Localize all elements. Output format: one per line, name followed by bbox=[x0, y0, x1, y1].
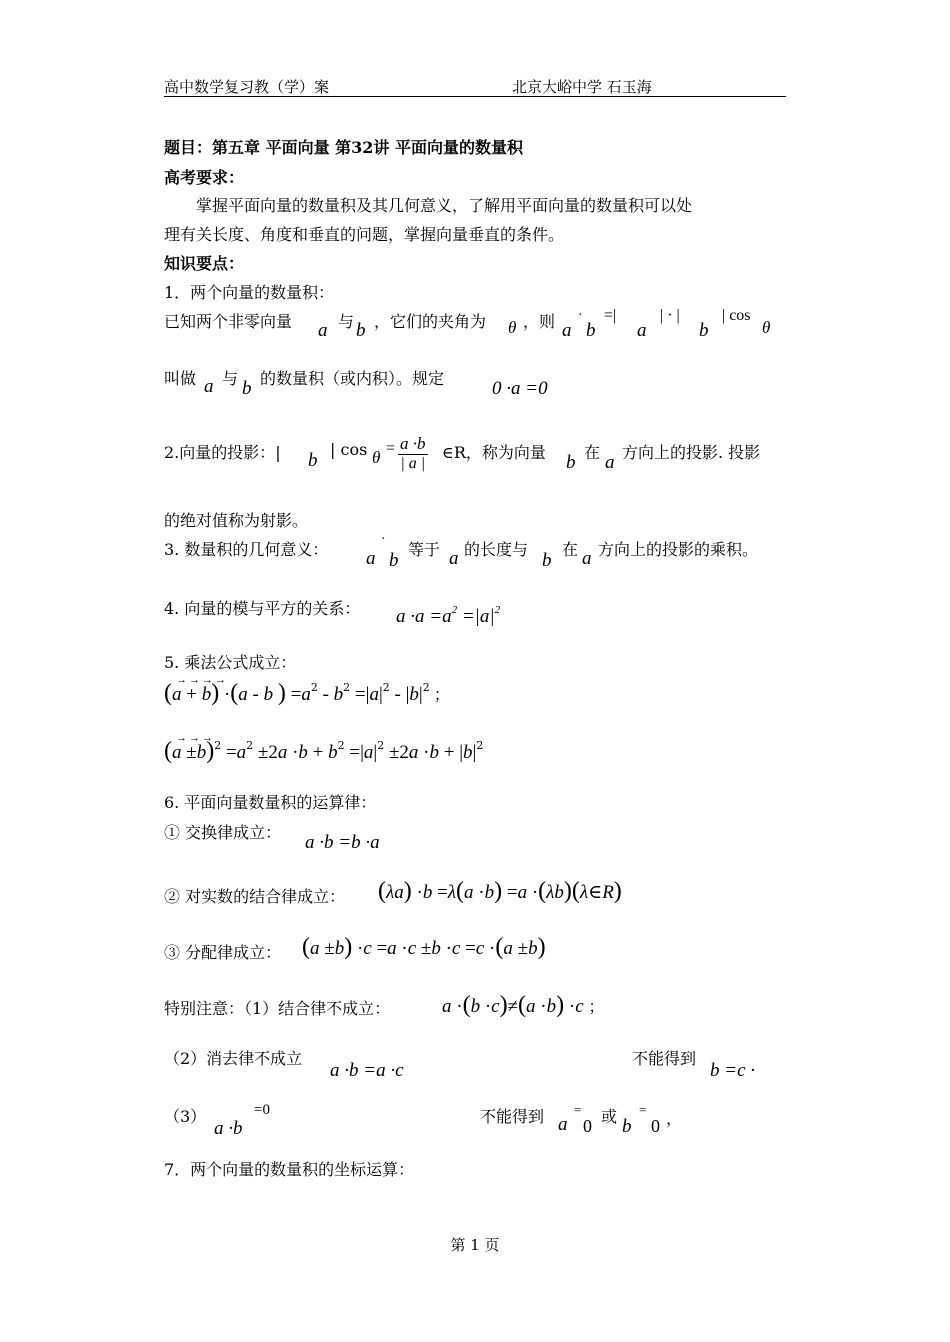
document-page: 高中数学复习教（学）案 北京大峪中学 石玉海 题目：第五章 平面向量 第32讲 平面向量的数量积 高考要求： 掌握平面向量的数量积及其几何意义，了解用平面向量的数量积可以处 理有关长度、角度和垂直的问题，掌握向量垂直的条件。 知识要点： 1．两个向量的数量积： 已知两个非零向量 a 与 b ，它们的夹角为 θ ，则 a · b =| a | · | b | cos θ 叫做 a 与 b 的数量积（或内积）。规定 0 ·a =0 2.向量的投影：| b | cos θ = $\frac{a \cdot b}{| a |}$ ∈R，称为向量 b 在 a 方向上的投影. 投影 的绝对值称为射影。 3. 数量积的几何意义： a · b 等于 a 的长度与 b 在 a 方向上的投影的乘积。 4. 向量的模与平方的关系： $a \cdot a =a^2 =|a|^2$ 5. 乘法公式成立： →→→→ (a + b) ·(a - b ) $=a^2 - b^2 =|a|^2 - |b|^2$ ； →→→ $(a \pm b)^2 =a^2 \pm 2a \cdot b + b^2 =|a|^2 \pm 2a \cdot b + |b|^2$ 6. 平面向量数量积的运算律： ① 交换律成立： a ·b =b ·a ② 对实数的结合律成立： (λa) ·b =λ(a ·b) =a ·(λb)(λ∈R) ③ 分配律成立： (a ±b) ·c =a ·c ±b ·c =c ·(a ±b) 特别注意：（1）结合律不成立： a ·(b ·c)≠(a ·b) ·c ； （2）消去律不成立 a ·b =a ·c 不能得到 b =c · （3） a ·b =0 不能得到 a = 0 或 b = 0 ， 7．两个向量的数量积的坐标运算： 第 1 页 bbox=[0, 0, 950, 1342]
section-1-yu: 与 bbox=[338, 312, 355, 331]
section-1-text-c: ，则 bbox=[523, 312, 556, 331]
section-4-text: 4. 向量的模与平方的关系： bbox=[164, 599, 361, 618]
section-3-text-c: 的长度与 bbox=[464, 540, 529, 559]
vector-a-symbol: a bbox=[318, 320, 328, 341]
section-1-text-e: 的数量积（或内积）。规定 bbox=[260, 369, 445, 388]
section-5-title: 5. 乘法公式成立： bbox=[164, 653, 297, 672]
product-formula-2: →→→ $(a \pm b)^2 =a^2 \pm 2a \cdot b + b^2 =|a|^2 \pm 2a \cdot b + |b|^2$ bbox=[164, 732, 484, 764]
note-2-label: （2）消去律不成立 bbox=[164, 1049, 303, 1068]
requirements-heading: 高考要求： bbox=[164, 168, 245, 187]
section-6-title: 6. 平面向量数量积的运算律： bbox=[164, 793, 377, 812]
section-2-text-c: ∈R，称为向量 bbox=[442, 443, 546, 462]
section-2-text-b: | cos bbox=[330, 440, 368, 459]
modulus-square-formula: $a \cdot a =a^2 =|a|^2$ bbox=[396, 604, 501, 627]
section-2-text-a: 2.向量的投影：| bbox=[164, 443, 281, 462]
header-right: 北京大峪中学 石玉海 bbox=[512, 78, 652, 96]
section-1-text-d: 叫做 bbox=[164, 369, 197, 388]
zero-rule-formula: 0 ·a =0 bbox=[492, 378, 548, 399]
note-3-or: 或 bbox=[601, 1107, 618, 1126]
header-left: 高中数学复习教（学）案 bbox=[164, 78, 330, 96]
commutative-formula: a ·b =b ·a bbox=[305, 832, 380, 853]
zero-product-formula: a ·b bbox=[214, 1118, 243, 1139]
formula-dot-product: a bbox=[562, 320, 572, 341]
section-3-text-a: 3. 数量积的几何意义： bbox=[164, 540, 329, 559]
product-formula-1: →→→→ (a + b) ·(a - b ) $=a^2 - b^2 =|a|^2 - |b|^2$ ； bbox=[164, 674, 450, 706]
vector-b-symbol: b bbox=[356, 320, 366, 341]
section-1-text-b: ，它们的夹角为 bbox=[374, 312, 487, 331]
note-2-cannot: 不能得到 bbox=[632, 1049, 697, 1068]
note-3-label: （3） bbox=[164, 1107, 207, 1126]
law-associative-label: ② 对实数的结合律成立： bbox=[164, 887, 346, 906]
page-number: 第 1 页 bbox=[450, 1236, 500, 1254]
knowledge-heading: 知识要点： bbox=[164, 254, 245, 273]
section-1-text-a: 已知两个非零向量 bbox=[164, 312, 293, 331]
section-3-text-b: 等于 bbox=[408, 540, 441, 559]
theta-symbol: θ bbox=[508, 318, 517, 337]
associative-fail-formula: a ·(b ·c)≠(a ·b) ·c ； bbox=[442, 992, 605, 1018]
requirements-line-2: 理有关长度、角度和垂直的问题，掌握向量垂直的条件。 bbox=[164, 225, 565, 244]
cancellation-result: b =c · bbox=[710, 1060, 756, 1081]
projection-fraction: $\frac{a \cdot b}{| a |}$ bbox=[400, 434, 426, 472]
section-2-text-e: 方向上的投影. 投影 bbox=[622, 443, 761, 462]
cancellation-formula: a ·b =a ·c bbox=[330, 1060, 404, 1081]
law-commutative-label: ① 交换律成立： bbox=[164, 823, 282, 842]
section-3-text-d: 在 bbox=[562, 540, 579, 559]
section-2-text-d: 在 bbox=[584, 443, 601, 462]
header-rule bbox=[164, 96, 786, 97]
section-2-text-f: 的绝对值称为射影。 bbox=[164, 511, 309, 530]
note-1-label: 特别注意：（1）结合律不成立： bbox=[164, 999, 391, 1018]
section-1-title: 1．两个向量的数量积： bbox=[164, 283, 335, 302]
requirements-line-1: 掌握平面向量的数量积及其几何意义，了解用平面向量的数量积可以处 bbox=[196, 196, 693, 215]
law-distributive-label: ③ 分配律成立： bbox=[164, 943, 282, 962]
lesson-title: 题目：第五章 平面向量 第32讲 平面向量的数量积 bbox=[164, 138, 523, 157]
section-7-title: 7．两个向量的数量积的坐标运算： bbox=[164, 1160, 415, 1179]
distributive-formula: (a ±b) ·c =a ·c ±b ·c =c ·(a ±b) bbox=[302, 934, 546, 960]
section-3-text-e: 方向上的投影的乘积。 bbox=[598, 540, 759, 559]
note-3-cannot: 不能得到 bbox=[480, 1107, 545, 1126]
associative-formula: (λa) ·b =λ(a ·b) =a ·(λb)(λ∈R) bbox=[378, 878, 622, 904]
